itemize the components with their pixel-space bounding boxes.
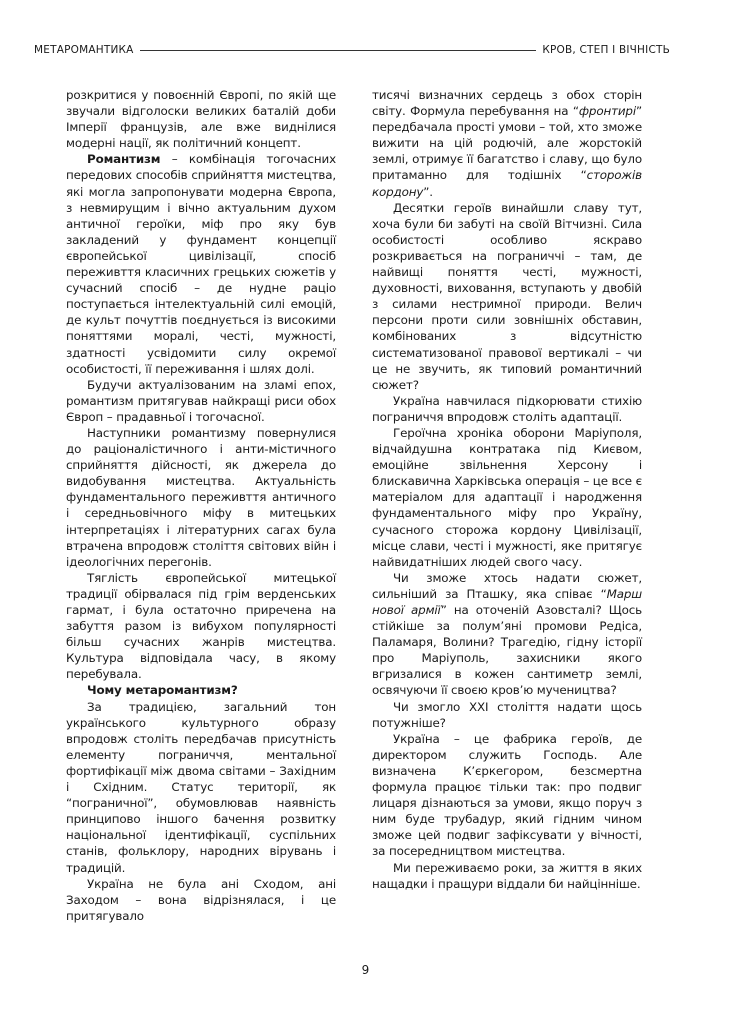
text-run: Тяглість європейської митецької традиції обірвалася під грім верденських гармат, і була остаточно приречена на забуття разом із вибухом популярності більш сучасних жанрів мистецтва. Культура відповідала часу, в якому перебувала.	[66, 570, 336, 682]
paragraph	[66, 570, 336, 683]
paragraph	[372, 425, 642, 570]
paragraph	[66, 151, 336, 376]
text-run: За традицією, загальний тон українського культурного образу впродовж століть передбачав присутність елементу пограниччя, ментальної фортифікації між двома світами – Західним і Східним. Статус території, як “пограничної”, обумовлював наявність принципово іншого бачення розвитку національної ідентифікації, суспільних станів, фольклору, народних вірувань і традицій.	[66, 699, 336, 875]
bold-text: Романтизм	[87, 152, 161, 167]
paragraph	[372, 731, 642, 860]
paragraph	[372, 87, 642, 200]
italic-text: фронтирі	[578, 104, 636, 119]
paragraph	[66, 377, 336, 425]
running-header-left: МЕТАРОМАНТИКА	[34, 44, 134, 56]
paragraph	[372, 699, 642, 731]
page-number: 9	[361, 963, 370, 977]
text-run: Десятки героїв винайшли славу тут, хоча були би забуті на своїй Вітчизні. Сила особистості особливо яскраво розкривається на пограниччі – там, де найвищі поняття честі, мужності, духовності, виховання, вступають у двобій з силами нестримної природи. Велич персони проти сили зовнішніх обставин, комбінованих з відсутністю систематизованої правової вертикалі – чи це не звучить, як типовий романтичний сюжет?	[372, 200, 642, 392]
text-run: тисячі визначних сердець з обох сторін світу. Формула перебування на “	[372, 88, 642, 119]
text-run: Україна не була ані Сходом, ані Заходом – вона відрізнялася, і це притягувало	[66, 876, 336, 923]
running-header-right: КРОВ, СТЕП І ВІЧНІСТЬ	[542, 44, 670, 56]
text-run: Чи зможе хтось надати сюжет, сильніший за Пташку, яка співає “	[372, 570, 642, 601]
italic-text: сторожів кордону	[372, 168, 642, 199]
paragraph	[372, 860, 642, 892]
text-run: Героїчна хроніка оборони Маріуполя, відчайдушна контратака під Києвом, емоційне звільнення Херсону і блискавична Харківська операція – це все є матеріалом для адаптації і народження фундаментального міфу про Україну, сучасного сторожа кордону Цивілізації, місце слави, честі і мужності, яке притягує найвидатніших людей свого часу.	[372, 425, 642, 569]
italic-text: Марш нової армії	[372, 586, 642, 617]
text-run: ”.	[423, 184, 433, 199]
text-run: – комбінація тогочасних передових способів сприйняття мистецтва, які могла запропонувати модерна Європа, з невмирущим і вічно актуальним духом античної героїки, міф про яку був закладений у фундамент концепції європейської цивілізації, спосіб переживття класичних грецьких сюжетів у сучасний спосіб – де нудне раціо поступається інтелектуальній силі емоцій, де культ почуттів поєднується із високими поняттями моралі, честі, мужності, здатності усвідомити силу окремої особистості, її переживання і шлях долі.	[66, 152, 336, 376]
text-run: Україна – це фабрика героїв, де директором служить Господь. Але визначена К’єркегором, безсмертна формула працює тільки так: про подвиг лицаря дізнаються за умови, якщо поруч з ним буде трубадур, який гідним чином зможе цей подвиг зафіксувати у вічності, за посередництвом мистецтва.	[372, 731, 642, 859]
text-run: Будучи актуалізованим на зламі епох, романтизм притягував найкращі риси обох Європ – прадавньої і тогочасної.	[66, 377, 336, 424]
right-column	[372, 87, 642, 892]
text-run: Чи змогло XXI століття надати щось потужніше?	[372, 699, 642, 730]
text-run: Ми переживаємо роки, за життя в яких нащадки і пращури віддали би найцінніше.	[372, 860, 642, 891]
paragraph	[66, 425, 336, 570]
paragraph	[66, 876, 336, 924]
left-column	[66, 87, 336, 924]
header-rule	[140, 50, 537, 51]
text-run: ” на оточеній Азовсталі? Щось стійкіше за полум’яні промови Редіса, Паламаря, Волини? Трагедію, гідну історії про Маріуполь, захисники якого вгризалися в кожен сантиметр землі, освячуючи її своєю кров’ю мучеництва?	[372, 603, 642, 698]
paragraph	[372, 570, 642, 699]
text-run: Наступники романтизму повернулися до раціоналістичного і анти-містичного сприйняття дійсності, як джерела до видобування мистецтва. Актуальність фундаментального переживття античного і середньовічного міфу в митецьких інтерпретаціях і літературних сагах була втрачена впродовж століття світових війн і ідеологічних перегонів.	[66, 425, 336, 569]
text-run: розкритися у повоєнній Європі, по якій ще звучали відголоски великих баталій доби Імперії французів, але вже виднілися модерні нації, як політичний концепт.	[66, 88, 336, 151]
paragraph	[372, 200, 642, 393]
text-run: ” передбачала прості умови – той, хто зможе вижити на цій родючій, але жорстокій землі, отримує її багатство і славу, що було притаманно для тодішніх “	[372, 104, 642, 183]
running-header	[34, 44, 670, 56]
section-heading	[66, 682, 336, 698]
paragraph	[372, 393, 642, 425]
paragraph	[66, 699, 336, 876]
paragraph	[66, 87, 336, 151]
bold-text: Чому метаромантизм?	[87, 683, 238, 698]
text-run: Україна навчилася підкорювати стихію пограниччя впродовж століть адаптації.	[372, 393, 642, 424]
